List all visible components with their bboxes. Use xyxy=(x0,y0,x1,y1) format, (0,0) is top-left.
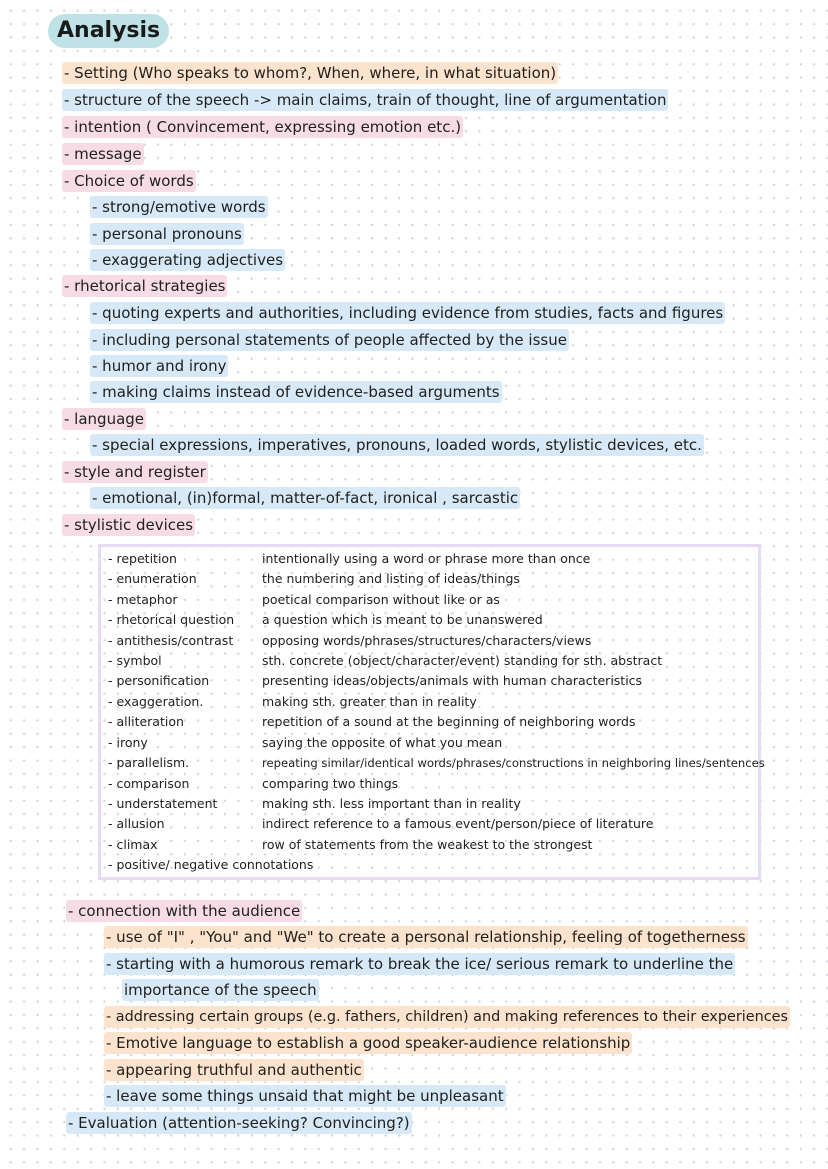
device-term: - metaphor xyxy=(108,592,178,607)
device-term: - understatement xyxy=(108,796,218,811)
language-line: - language xyxy=(64,410,145,428)
exaggerating-line: - exaggerating adjectives xyxy=(92,251,284,269)
evaluation-line: - Evaluation (attention-seeking? Convincing?) xyxy=(68,1114,410,1132)
audience-starting-cont-line: importance of the speech xyxy=(124,981,317,999)
device-term: - personification xyxy=(108,673,210,688)
emotional-line: - emotional, (in)formal, matter-of-fact, ironical , sarcastic xyxy=(92,489,519,507)
device-term: - allusion xyxy=(108,816,165,831)
including-line: - including personal statements of people affected by the issue xyxy=(92,331,567,349)
page-title: Analysis xyxy=(48,14,169,48)
device-term: - positive/ negative connotations xyxy=(108,857,314,872)
device-definition: intentionally using a word or phrase more than once xyxy=(262,551,591,566)
intention-line: - intention ( Convincement, expressing emotion etc.) xyxy=(64,118,462,136)
humor-line: - humor and irony xyxy=(92,357,227,375)
strong-line: - strong/emotive words xyxy=(92,198,266,216)
rhetorical-line: - rhetorical strategies xyxy=(64,277,226,295)
audience-heading: - connection with the audience xyxy=(68,902,301,920)
style-line: - style and register xyxy=(64,463,206,481)
message-line: - message xyxy=(64,145,142,163)
audience-starting-line: - starting with a humorous remark to break the ice/ serious remark to underline the xyxy=(106,955,734,973)
device-term: - parallelism. xyxy=(108,755,190,770)
device-definition: indirect reference to a famous event/person/piece of literature xyxy=(262,816,654,831)
device-term: - antithesis/contrast xyxy=(108,633,234,648)
device-term: - exaggeration. xyxy=(108,694,204,709)
device-definition: repetition of a sound at the beginning of neighboring words xyxy=(262,714,636,729)
device-definition: row of statements from the weakest to the strongest xyxy=(262,837,593,852)
device-definition: saying the opposite of what you mean xyxy=(262,735,503,750)
stylistic-line: - stylistic devices xyxy=(64,516,194,534)
device-term: - alliteration xyxy=(108,714,184,729)
device-term: - symbol xyxy=(108,653,162,668)
quoting-line: - quoting experts and authorities, including evidence from studies, facts and figures xyxy=(92,304,724,322)
device-term: - enumeration xyxy=(108,571,197,586)
device-definition: poetical comparison without like or as xyxy=(262,592,500,607)
choice-line: - Choice of words xyxy=(64,172,194,190)
audience-leave-line: - leave some things unsaid that might be unpleasant xyxy=(106,1087,504,1105)
audience-use-line: - use of "I" , "You" and "We" to create a personal relationship, feeling of togetherness xyxy=(106,928,746,946)
device-definition: comparing two things xyxy=(262,776,399,791)
device-term: - comparison xyxy=(108,776,190,791)
structure-line: - structure of the speech -> main claims, train of thought, line of argumentation xyxy=(64,91,667,109)
setting-line: - Setting (Who speaks to whom?, When, where, in what situation) xyxy=(64,64,557,82)
device-definition: making sth. greater than in reality xyxy=(262,694,477,709)
device-term: - repetition xyxy=(108,551,177,566)
device-definition: presenting ideas/objects/animals with human characteristics xyxy=(262,673,643,688)
audience-appearing-line: - appearing truthful and authentic xyxy=(106,1061,362,1079)
device-definition: sth. concrete (object/character/event) standing for sth. abstract xyxy=(262,653,663,668)
device-definition: making sth. less important than in reality xyxy=(262,796,521,811)
device-definition: opposing words/phrases/structures/characters/views xyxy=(262,633,592,648)
device-term: - climax xyxy=(108,837,158,852)
device-definition: a question which is meant to be unanswered xyxy=(262,612,543,627)
device-term: - rhetorical question xyxy=(108,612,235,627)
device-definition: repeating similar/identical words/phrases/constructions in neighboring lines/sentences xyxy=(262,756,765,770)
audience-addressing-line: - addressing certain groups (e.g. fathers, children) and making references to their experiences xyxy=(104,1006,790,1028)
special-line: - special expressions, imperatives, pronouns, loaded words, stylistic devices, etc. xyxy=(92,436,702,454)
personal-line: - personal pronouns xyxy=(92,225,242,243)
device-definition: the numbering and listing of ideas/things xyxy=(262,571,520,586)
audience-emotive-line: - Emotive language to establish a good speaker-audience relationship xyxy=(106,1034,631,1052)
claims-line: - making claims instead of evidence-based arguments xyxy=(92,383,500,401)
device-term: - irony xyxy=(108,735,148,750)
